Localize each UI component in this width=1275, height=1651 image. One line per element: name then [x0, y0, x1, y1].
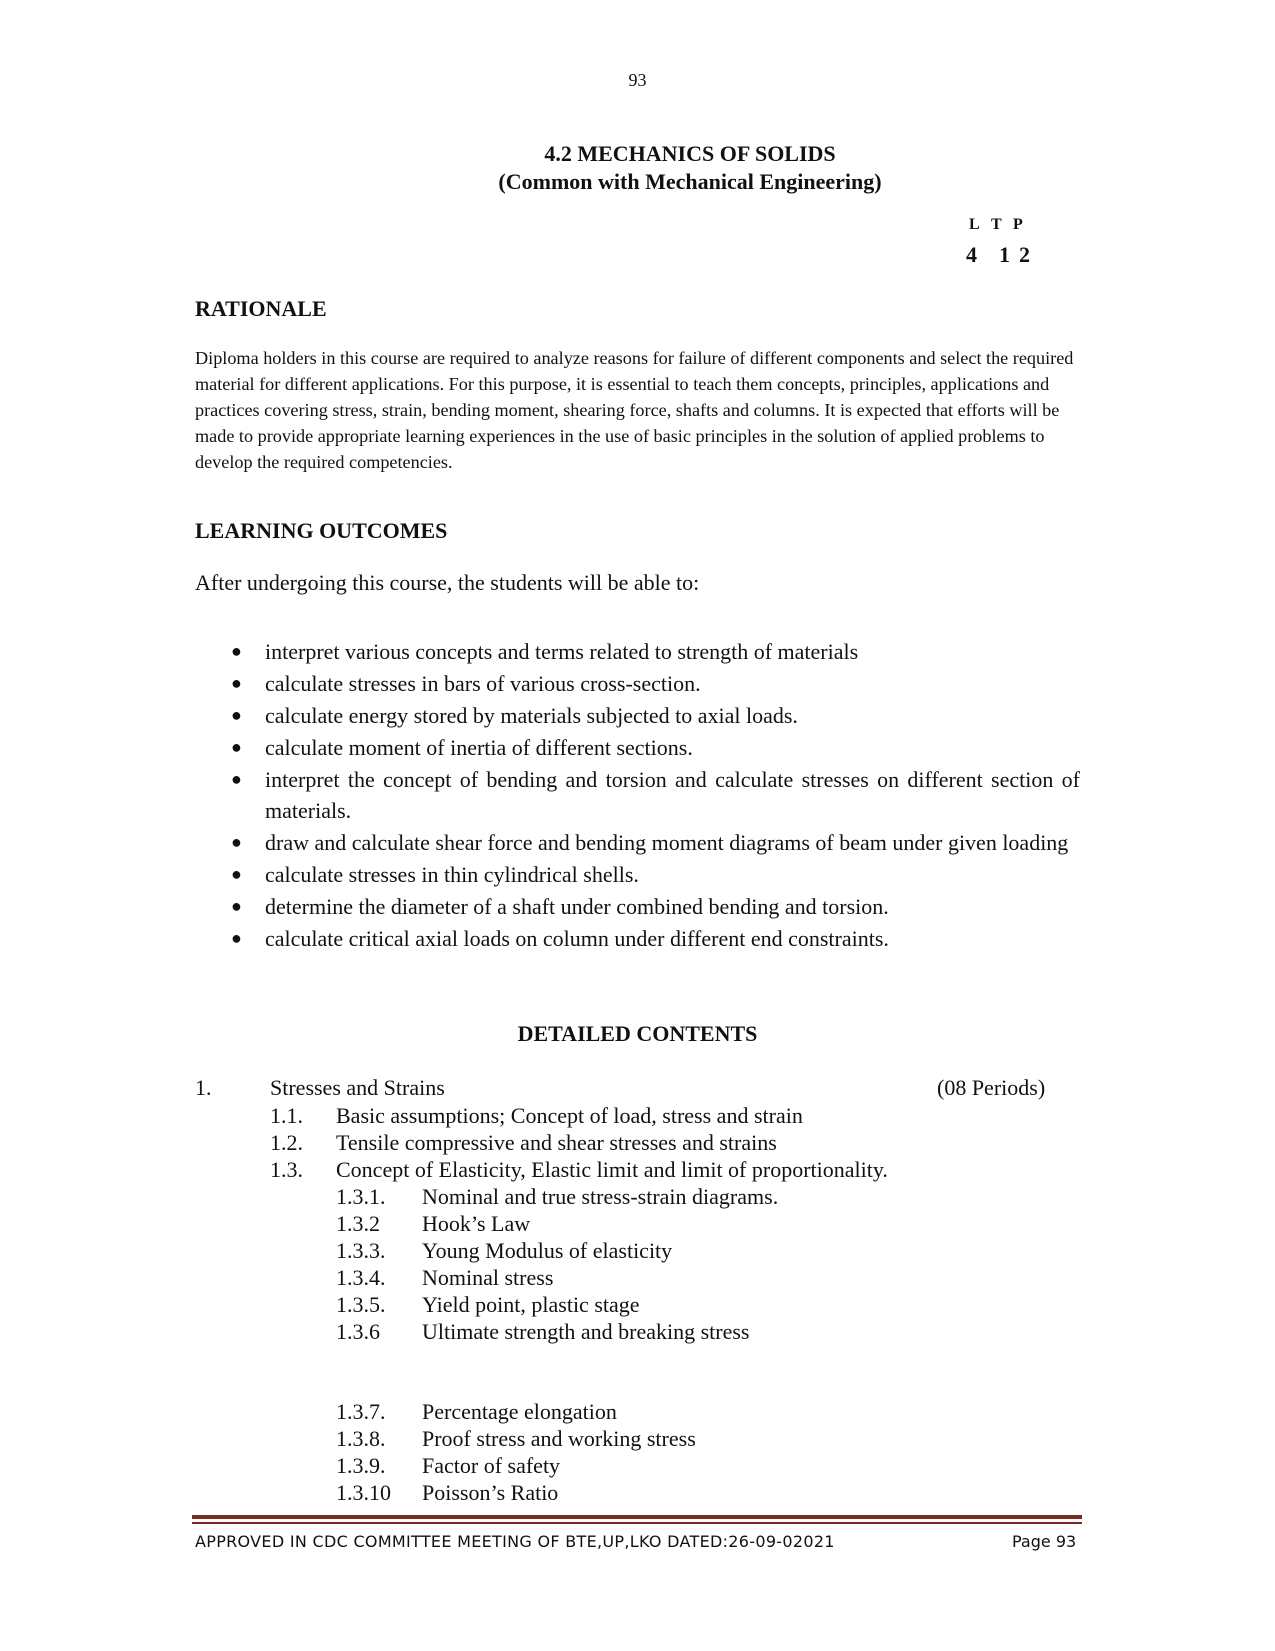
bullet-icon: ● [231, 896, 242, 916]
bullet-icon: ● [231, 641, 242, 661]
topic-text: Tensile compressive and shear stresses and strains [336, 1130, 777, 1155]
subtopic-text: Percentage elongation [422, 1399, 617, 1424]
ltp-value-p: 2 [1019, 242, 1030, 267]
bullet-icon: ● [231, 737, 242, 757]
ltp-label-p: P [1013, 216, 1024, 233]
subtopic-row [336, 1183, 936, 1210]
subtopic-number: 1.3.7. [336, 1399, 386, 1424]
course-title-line1: 4.2 MECHANICS OF SOLIDS [544, 141, 836, 166]
bullet-icon: ● [231, 928, 242, 948]
list-item: ● determine the diameter of a shaft under combined bending and torsion. [195, 891, 1080, 922]
subtopic-text: Proof stress and working stress [422, 1426, 696, 1451]
footer-divider-thin [192, 1522, 1082, 1524]
footer-page-label: Page 93 [1012, 1532, 1077, 1551]
footer-approval-text: APPROVED IN CDC COMMITTEE MEETING OF BTE,UP,LKO DATED:26-09-02021 [195, 1532, 835, 1551]
subtopic-row [336, 1318, 936, 1345]
subtopic-number: 1.3.2 [336, 1211, 380, 1236]
subtopic-row [336, 1479, 936, 1506]
subtopic-text: Ultimate strength and breaking stress [422, 1319, 750, 1344]
subtopic-row [336, 1452, 936, 1479]
detailed-contents-heading: DETAILED CONTENTS [517, 1021, 758, 1046]
bullet-icon: ● [231, 832, 242, 852]
list-item: ● calculate stresses in thin cylindrical shells. [195, 859, 1080, 890]
list-item: ● calculate stresses in bars of various cross-section. [195, 668, 1080, 699]
ltp-label-l: L [969, 216, 981, 233]
ltp-values [966, 242, 1030, 268]
learning-outcomes-intro: After undergoing this course, the students will be able to: [195, 570, 700, 595]
unit-title: Stresses and Strains [270, 1075, 445, 1100]
subtopic-number: 1.3.10 [336, 1480, 391, 1505]
list-item: ● interpret various concepts and terms related to strength of materials [195, 636, 1080, 667]
list-item: ● draw and calculate shear force and bending moment diagrams of beam under given loading [195, 827, 1080, 858]
learning-outcomes-list [195, 636, 1080, 955]
topic-number: 1.3. [270, 1157, 303, 1182]
subtopic-row [336, 1291, 936, 1318]
ltp-label-t: T [991, 216, 1003, 233]
unit-periods: (08 Periods) [937, 1075, 1046, 1100]
rationale-heading: RATIONALE [195, 296, 327, 321]
subtopic-text: Yield point, plastic stage [422, 1292, 640, 1317]
subtopic-number: 1.3.4. [336, 1265, 386, 1290]
subtopic-text: Nominal stress [422, 1265, 554, 1290]
topic-text: Concept of Elasticity, Elastic limit and limit of proportionality. [336, 1157, 888, 1182]
topic-number: 1.1. [270, 1103, 303, 1128]
subtopic-number: 1.3.8. [336, 1426, 386, 1451]
unit-number: 1. [195, 1075, 212, 1100]
subtopic-row [336, 1210, 936, 1237]
learning-outcomes-heading: LEARNING OUTCOMES [195, 518, 448, 543]
ltp-labels [969, 216, 1035, 234]
subtopic-row [336, 1264, 936, 1291]
topic-number: 1.2. [270, 1130, 303, 1155]
subtopic-number: 1.3.1. [336, 1184, 386, 1209]
subtopic-text: Young Modulus of elasticity [422, 1238, 673, 1263]
topic-row [270, 1156, 970, 1183]
subtopic-text: Hook’s Law [422, 1211, 531, 1236]
subtopic-number: 1.3.5. [336, 1292, 386, 1317]
topic-row [270, 1129, 970, 1156]
subtopic-number: 1.3.6 [336, 1319, 380, 1344]
bullet-icon: ● [231, 769, 242, 789]
list-item: ● calculate energy stored by materials subjected to axial loads. [195, 700, 1080, 731]
ltp-value-l: 4 [966, 242, 977, 267]
ltp-value-t: 1 [999, 242, 1010, 267]
subtopic-text: Poisson’s Ratio [422, 1480, 559, 1505]
subtopic-number: 1.3.3. [336, 1238, 386, 1263]
bullet-icon: ● [231, 864, 242, 884]
subtopic-row [336, 1398, 936, 1425]
subtopic-row [336, 1237, 936, 1264]
page-number: 93 [628, 70, 647, 90]
list-item: ● calculate moment of inertia of different sections. [195, 732, 1080, 763]
topic-text: Basic assumptions; Concept of load, stress and strain [336, 1103, 803, 1128]
bullet-icon: ● [231, 705, 242, 725]
footer-divider [192, 1515, 1082, 1519]
subtopic-number: 1.3.9. [336, 1453, 386, 1478]
subtopic-row [336, 1425, 936, 1452]
course-title [0, 140, 1275, 196]
rationale-text: Diploma holders in this course are required to analyze reasons for failure of different components and select the required material for different applications. For this purpose, it is essential to teach them concepts, principles, applications and practices covering stress, strain, bending moment, shearing force, shafts and columns. It is expected that efforts will be made to provide appropriate learning experiences in the use of basic principles in the solution of applied problems to develop the required competencies. [195, 348, 1074, 472]
bullet-icon: ● [231, 673, 242, 693]
topic-row [270, 1102, 970, 1129]
subtopic-text: Factor of safety [422, 1453, 561, 1478]
subtopic-text: Nominal and true stress-strain diagrams. [422, 1184, 779, 1209]
list-item: ● interpret the concept of bending and torsion and calculate stresses on different section of materials. [195, 764, 1080, 826]
course-title-line2: (Common with Mechanical Engineering) [498, 169, 882, 194]
list-item: ● calculate critical axial loads on column under different end constraints. [195, 923, 1080, 954]
